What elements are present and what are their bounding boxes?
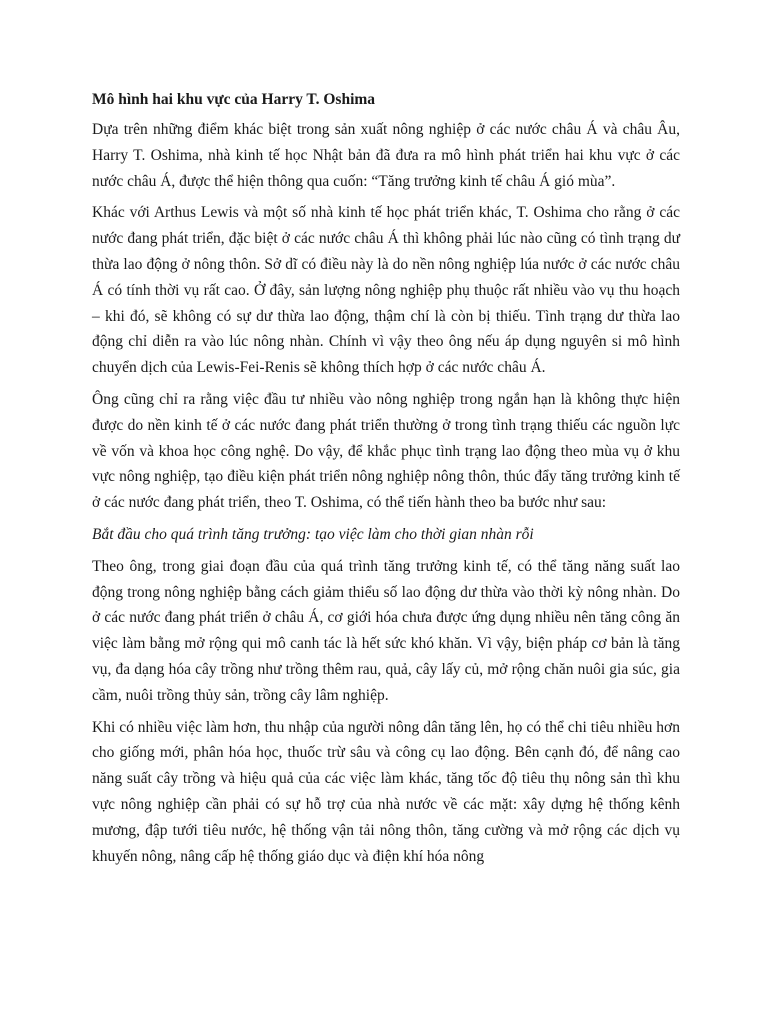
document-page (92, 88, 680, 875)
paragraph-oshima-view: Khác với Arthus Lewis và một số nhà kinh tế học phát triển khác, T. Oshima cho rằng ở các nước đang phát triển, đặc biệt ở các nước châu Á thì không phải lúc nào cũng có tình trạng dư thừa lao động ở nông thôn. Sở dĩ có điều này là do nền nông nghiệp lúa nước ở các nước châu Á có tính thời vụ rất cao. Ở đây, sản lượng nông nghiệp phụ thuộc rất nhiều vào vụ thu hoạch – khi đó, sẽ không có sự dư thừa lao động, thậm chí là còn bị thiếu. Tình trạng dư thừa lao động chỉ diễn ra vào lúc nông nhàn. Chính vì vậy theo ông nếu áp dụng nguyên si mô hình chuyển dịch của Lewis-Fei-Renis sẽ không thích hợp ở các nước châu Á. (92, 204, 680, 377)
paragraph-stage-one: Theo ông, trong giai đoạn đầu của quá trình tăng trưởng kinh tế, có thể tăng năng suất lao động trong nông nghiệp bằng cách giảm thiểu số lao động dư thừa vào thời kỳ nông nhàn. Do ở các nước đang phát triển ở châu Á, cơ giới hóa chưa được ứng dụng nhiều nên tăng công ăn việc làm bằng mở rộng qui mô canh tác là hết sức khó khăn. Vì vậy, biện pháp cơ bản là tăng vụ, đa dạng hóa cây trồng như trồng thêm rau, quả, cây lấy củ, mở rộng chăn nuôi gia súc, gia cầm, nuôi trồng thủy sản, trồng cây lâm nghiệp. (92, 557, 680, 704)
paragraph-income: Khi có nhiều việc làm hơn, thu nhập của người nông dân tăng lên, họ có thể chi tiêu nhiều hơn cho giống mới, phân hóa học, thuốc trừ sâu và công cụ lao động. Bên cạnh đó, để nâng cao năng suất cây trồng và hiệu quả của các việc làm khác, tăng tốc độ tiêu thụ nông sản thì khu vực nông nghiệp cần phải có sự hỗ trợ của nhà nước về các mặt: xây dựng hệ thống kênh mương, đập tưới tiêu nước, hệ thống vận tải nông thôn, tăng cường và mở rộng các dịch vụ khuyến nông, nâng cấp hệ thống giáo dục và điện khí hóa nông (92, 718, 680, 865)
subheading-stage-one: Bắt đầu cho quá trình tăng trưởng: tạo việc làm cho thời gian nhàn rỗi (92, 525, 534, 543)
paragraph-investment: Ông cũng chỉ ra rằng việc đầu tư nhiều vào nông nghiệp trong ngắn hạn là không thực hiện được do nền kinh tế ở các nước đang phát triển thường ở trong tình trạng thiếu các nguồn lực về vốn và khoa học công nghệ. Do vậy, để khắc phục tình trạng lao động theo mùa vụ ở khu vực nông nghiệp, tạo điều kiện phát triển nông nghiệp nông thôn, thúc đẩy tăng trưởng kinh tế ở các nước đang phát triển, theo T. Oshima, có thể tiến hành theo ba bước như sau: (92, 390, 680, 512)
paragraph-intro: Dựa trên những điểm khác biệt trong sản xuất nông nghiệp ở các nước châu Á và châu Âu, Harry T. Oshima, nhà kinh tế học Nhật bản đã đưa ra mô hình phát triển hai khu vực ở các nước châu Á, được thể hiện thông qua cuốn: “Tăng trưởng kinh tế châu Á gió mùa”. (92, 121, 680, 190)
section-heading: Mô hình hai khu vực của Harry T. Oshima (92, 91, 376, 108)
